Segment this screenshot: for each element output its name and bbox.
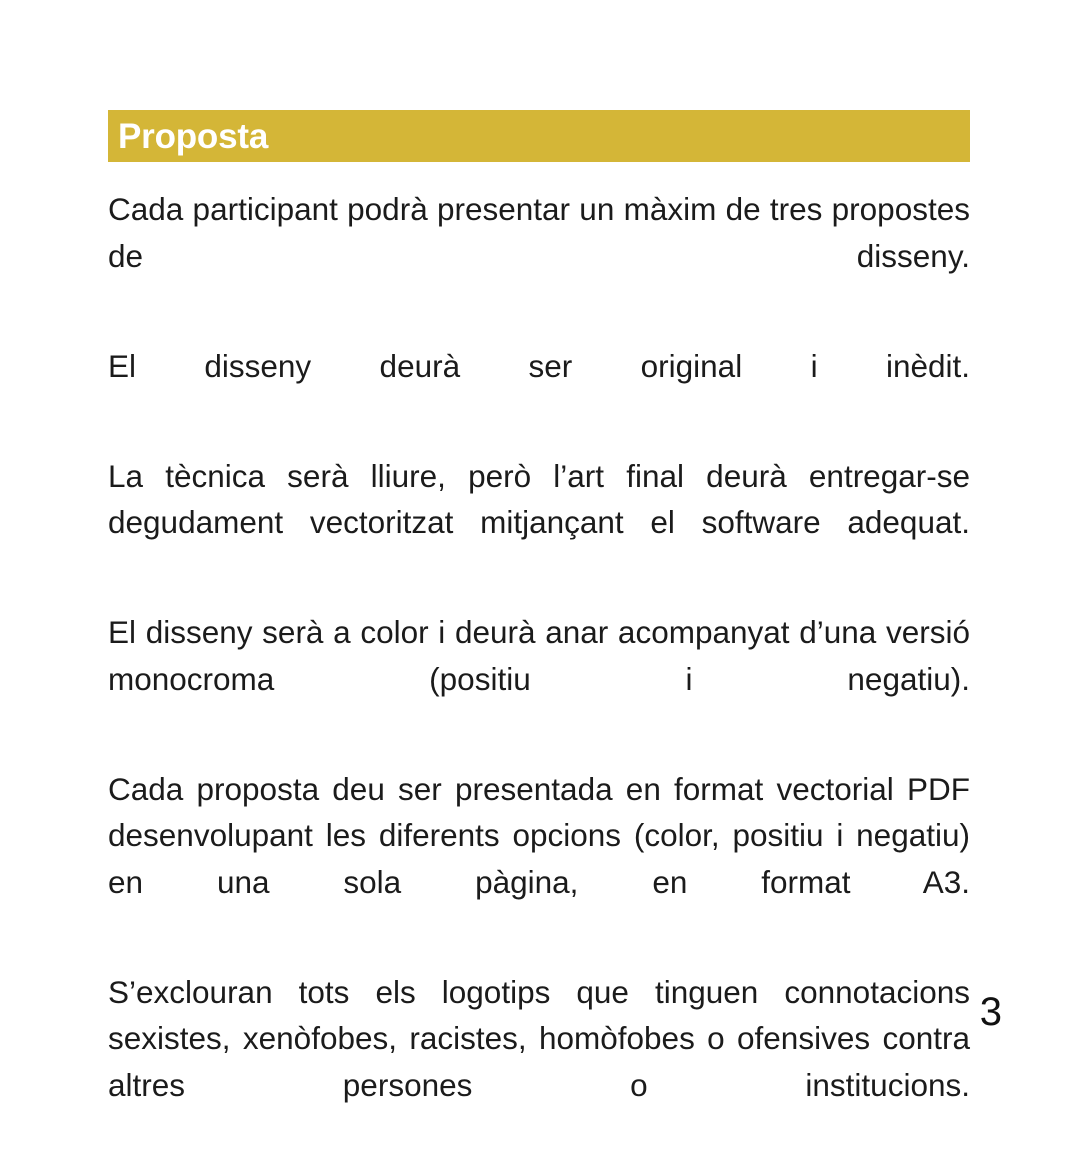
paragraph: El disseny deurà ser original i inèdit.: [108, 347, 970, 384]
body-text-block: [108, 186, 970, 1155]
page-title: Proposta: [118, 116, 269, 156]
section-heading-banner: [108, 110, 970, 162]
paragraph: El disseny serà a color i deurà anar acompanyat d’una versió monocroma (positiu i negatiu).: [108, 614, 970, 697]
page-number: 3: [979, 990, 1002, 1034]
paragraph: S’exclouran tots els logotips que tinguen connotacions sexistes, xenòfobes, racistes, homòfobes o ofensives contra altres persones o institucions.: [108, 973, 970, 1103]
paragraph: Cada proposta deu ser presentada en format vectorial PDF desenvolupant les diferents opcions (color, positiu i negatiu) en una sola pàgina, en format A3.: [108, 770, 970, 900]
page-content: [108, 110, 970, 1155]
paragraph: La tècnica serà lliure, però l’art final deurà entregar-se degudament vectoritzat mitjançant el software adequat.: [108, 457, 970, 540]
paragraph: Cada participant podrà presentar un màxim de tres propostes de disseny.: [108, 191, 970, 274]
